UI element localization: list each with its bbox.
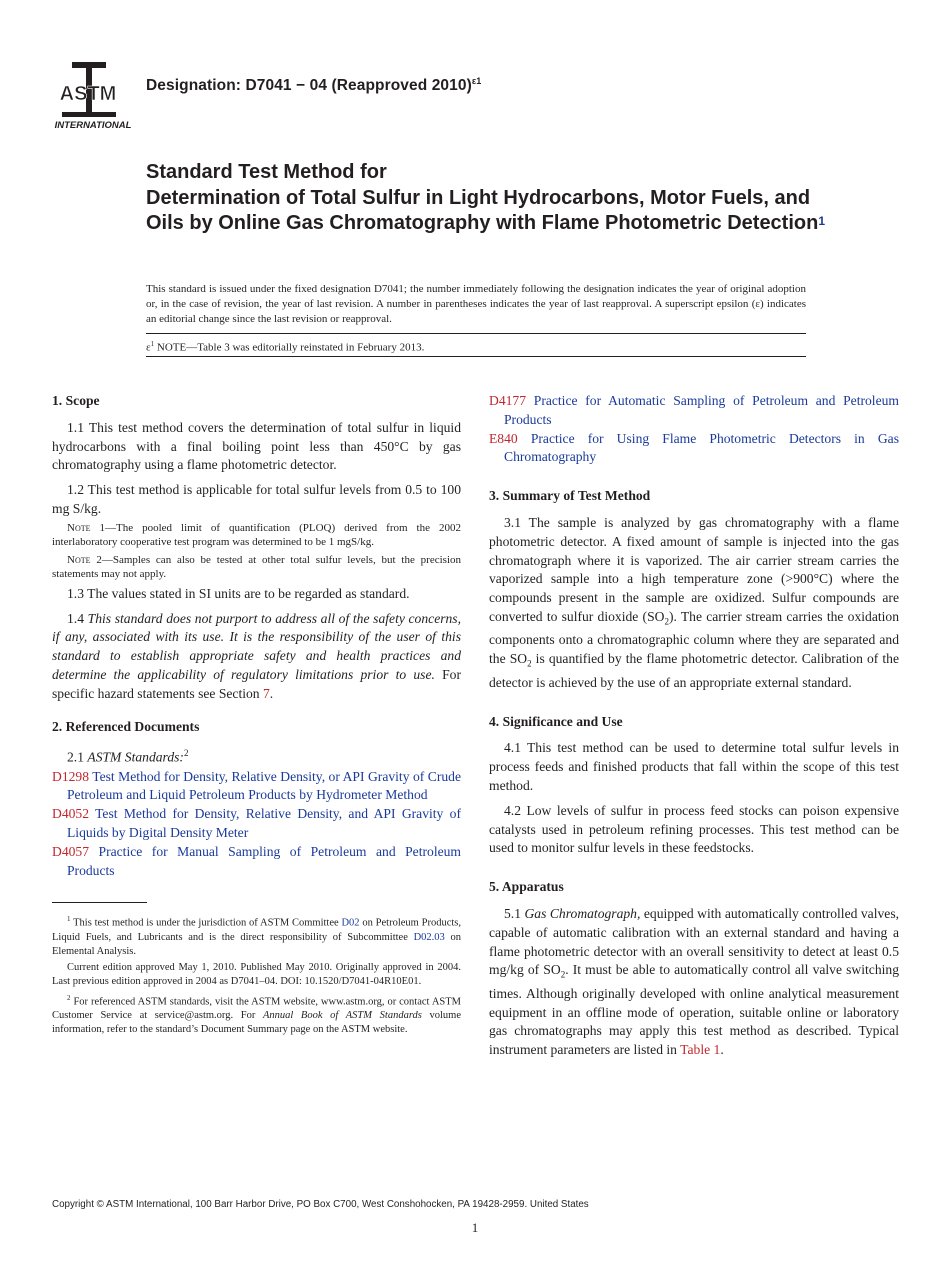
designation-sup: ε1 — [471, 76, 482, 86]
footnote-2-a: For referenced ASTM standards, visit the ASTM website, www.astm.org, or contact ASTM Customer Service at service@astm.org. For — [52, 996, 461, 1022]
footnote-1-a: This test method is under the jurisdiction of ASTM Committee — [70, 917, 342, 929]
para-1-4-end: . — [269, 685, 274, 701]
para-1-4-tail: For specific hazard statements see Section — [52, 666, 461, 701]
left-column — [52, 392, 461, 1040]
para-4-1: 4.1 This test method can be used to determine total sulfur levels in process feeds and finished products that fall within the scope of this test method. — [489, 740, 899, 793]
footnote-2-italic: Annual Book of ASTM Standards — [262, 1010, 422, 1022]
note-1-label: Note — [67, 521, 91, 534]
para-5-1-end: . — [720, 1042, 724, 1058]
significance-heading: 4. Significance and Use — [489, 713, 623, 729]
ref-title: Test Method for Density, Relative Density, and API Gravity of Liquids by Digital Density Meter — [67, 806, 461, 841]
footnote-1-b: on Petroleum Products, Liquid Fuels, and Lubricants and is the direct responsibility of Subcommittee — [52, 917, 461, 943]
footnote-1-edition: Current edition approved May 1, 2010. Published May 2010. Originally approved in 2004. Last previous edition approved in 2004 as D7041–04. DOI: 10.1520/D7041-04R10E01. — [52, 962, 461, 988]
section-7-link[interactable]: 7 — [263, 685, 270, 701]
para-5-1-a: equipped with automatically controlled valves, capable of automatic calibration with an external standard and having a flame photometric detector with an overall sensitivity to detect at least 0.5 mg/kg of SO — [489, 905, 900, 978]
para-5-1-num: 5.1 — [504, 905, 525, 921]
para-2-1 — [52, 744, 461, 767]
para-5-1 — [489, 905, 899, 1060]
ref-title: Test Method for Density, Relative Density, or API Gravity of Crude Petroleum and Liquid Petroleum Products by Hydrometer Method — [67, 768, 461, 803]
note-2-label: Note — [67, 553, 91, 566]
ref-code: E840 — [489, 430, 518, 446]
para-1-3: 1.3 The values stated in SI units are to be regarded as standard. — [67, 585, 410, 601]
title-line-2: Determination of Total Sulfur in Light Hydrocarbons, Motor Fuels, and Oils by Online Gas Chromatography with Flame Photometric Detection — [146, 186, 819, 234]
epsilon-note-text: NOTE—Table 3 was editorially reinstated in February 2013. — [154, 341, 425, 354]
para-3-1-c: is quantified by the flame photometric detector. Calibration of the detector is achieved by the use of an appropriate external standard. — [489, 651, 899, 690]
astm-logo-mark — [52, 60, 134, 132]
epsilon-mark: ε — [146, 341, 151, 354]
footnote-rule — [52, 902, 147, 903]
footnote-1-sup: 1 — [67, 915, 71, 924]
para-1-4 — [52, 610, 461, 704]
para-4-2: 4.2 Low levels of sulfur in process feed stocks can poison expensive catalysts used in petroleum refining processes. This test method can be used to monitor sulfur levels in these feedstocks. — [489, 802, 899, 856]
para-1-4-italic: This standard does not purport to address all of the safety concerns, if any, associated with its use. It is the responsibility of the user of this standard to establish appropriate safety and health practices and determine the applicability of regulatory limitations prior to use. — [52, 610, 461, 682]
note-1-text: 1—The pooled limit of quantification (PLOQ) derived from the 2002 interlaboratory cooperative test program was determined to be 1 mgS/kg. — [52, 521, 461, 548]
para-2-1-italic: ASTM Standards: — [87, 749, 184, 765]
para-3-1 — [489, 514, 899, 693]
para-3-1-a: 3.1 The sample is analyzed by gas chromatography with a flame photometric detector. A fixed amount of sample is injected into the gas chromatograph where it is vaporized. The air carrier stream carries the vaporized sample into a high temperature zone (>900°C) where the compounds present in the sample are oxidized. Sulfur compounds are converted to sulfur dioxide (SO — [489, 514, 899, 624]
ref-d1298[interactable] — [52, 768, 461, 806]
referenced-heading: 2. Referenced Documents — [52, 718, 200, 734]
title-footnote-ref[interactable]: 1 — [818, 214, 826, 228]
ref-title: Practice for Using Flame Photometric Detectors in Gas Chromatography — [504, 430, 899, 465]
divider-top — [146, 333, 806, 334]
so2-sub: 2 — [560, 970, 566, 981]
apparatus-heading: 5. Apparatus — [489, 879, 564, 895]
ref-d4177[interactable] — [489, 392, 899, 430]
ref-code: D1298 — [52, 768, 90, 784]
committee-d02-link[interactable]: D02 — [341, 917, 360, 929]
epsilon-note — [146, 340, 424, 354]
footnote-1-c: on Elemental Analysis. — [52, 931, 462, 957]
divider-bottom — [146, 356, 806, 357]
so2-sub: 2 — [664, 616, 669, 627]
note-1 — [52, 521, 461, 549]
para-2-1-sup: 2 — [183, 748, 189, 759]
ref-e840[interactable] — [489, 430, 899, 468]
ref-title: Practice for Manual Sampling of Petroleum and Petroleum Products — [67, 843, 461, 878]
document-title — [146, 160, 826, 237]
para-1-2: 1.2 This test method is applicable for total sulfur levels from 0.5 to 100 mg S/kg. — [52, 482, 461, 516]
page-number: 1 — [471, 1220, 479, 1235]
para-5-1-italic: Gas Chromatograph, — [524, 905, 641, 921]
para-3-1-b: ). The carrier stream carries the oxidation components onto a chromatographic column where they are separated and the SO — [489, 608, 900, 667]
astm-logo — [52, 60, 134, 132]
ref-code: D4057 — [52, 843, 90, 859]
ref-code: D4177 — [489, 393, 527, 408]
table-1-link[interactable]: Table 1 — [680, 1042, 721, 1058]
note-2-text: 2—Samples can also be tested at other total sulfur levels, but the precision statements may not apply. — [52, 553, 461, 580]
scope-heading: 1. Scope — [52, 393, 100, 408]
subcommittee-d0203-link[interactable]: D02.03 — [413, 931, 445, 943]
ref-d4052[interactable] — [52, 805, 461, 843]
so2-sub: 2 — [527, 659, 532, 669]
logo-text-bottom: INTERNATIONAL — [54, 120, 132, 131]
issue-statement: This standard is issued under the fixed designation D7041; the number immediately following the designation indicates the year of original adoption or, in the case of revision, the year of last revision. A number in parentheses indicates the year of last reapproval. A superscript epsilon (ε) indicates an editorial change since the last revision or reapproval. — [146, 283, 806, 325]
ref-title: Practice for Automatic Sampling of Petroleum and Petroleum Products — [504, 393, 899, 427]
footnote-1 — [52, 913, 461, 958]
ref-code: D4052 — [52, 806, 90, 822]
logo-text-top: ASTM — [59, 83, 117, 105]
footnote-2-b: volume information, refer to the standard’s Document Summary page on the ASTM website. — [52, 1010, 461, 1036]
footnote-2 — [52, 992, 461, 1037]
copyright: Copyright © ASTM International, 100 Barr Harbor Drive, PO Box C700, West Conshohocken, PA 19428-2959. United States — [52, 1199, 589, 1210]
ref-d4057[interactable] — [52, 843, 461, 881]
designation-text: Designation: D7041 − 04 (Reapproved 2010) — [146, 77, 472, 95]
right-column — [489, 392, 899, 1066]
summary-heading: 3. Summary of Test Method — [489, 488, 651, 504]
note-2 — [52, 553, 461, 581]
footnote-2-sup: 2 — [67, 993, 71, 1002]
epsilon-sup: 1 — [150, 340, 155, 348]
para-5-1-b: . It must be able to automatically control all valve switching times. Although originally developed with online analytical measurement equipment in an offline mode of operation, suitable online or laboratory gas chromatographs may apply this test method as described. Typical instrument parameters are listed in — [489, 962, 899, 1058]
title-line-1: Standard Test Method for — [146, 161, 387, 183]
para-2-1-num: 2.1 — [67, 749, 88, 765]
designation — [146, 76, 481, 95]
para-1-4-num: 1.4 — [67, 610, 88, 626]
para-1-1: 1.1 This test method covers the determination of total sulfur in liquid hydrocarbons with a final boiling point less than 450°C by gas chromatography using a flame photometric detector. — [52, 419, 461, 473]
